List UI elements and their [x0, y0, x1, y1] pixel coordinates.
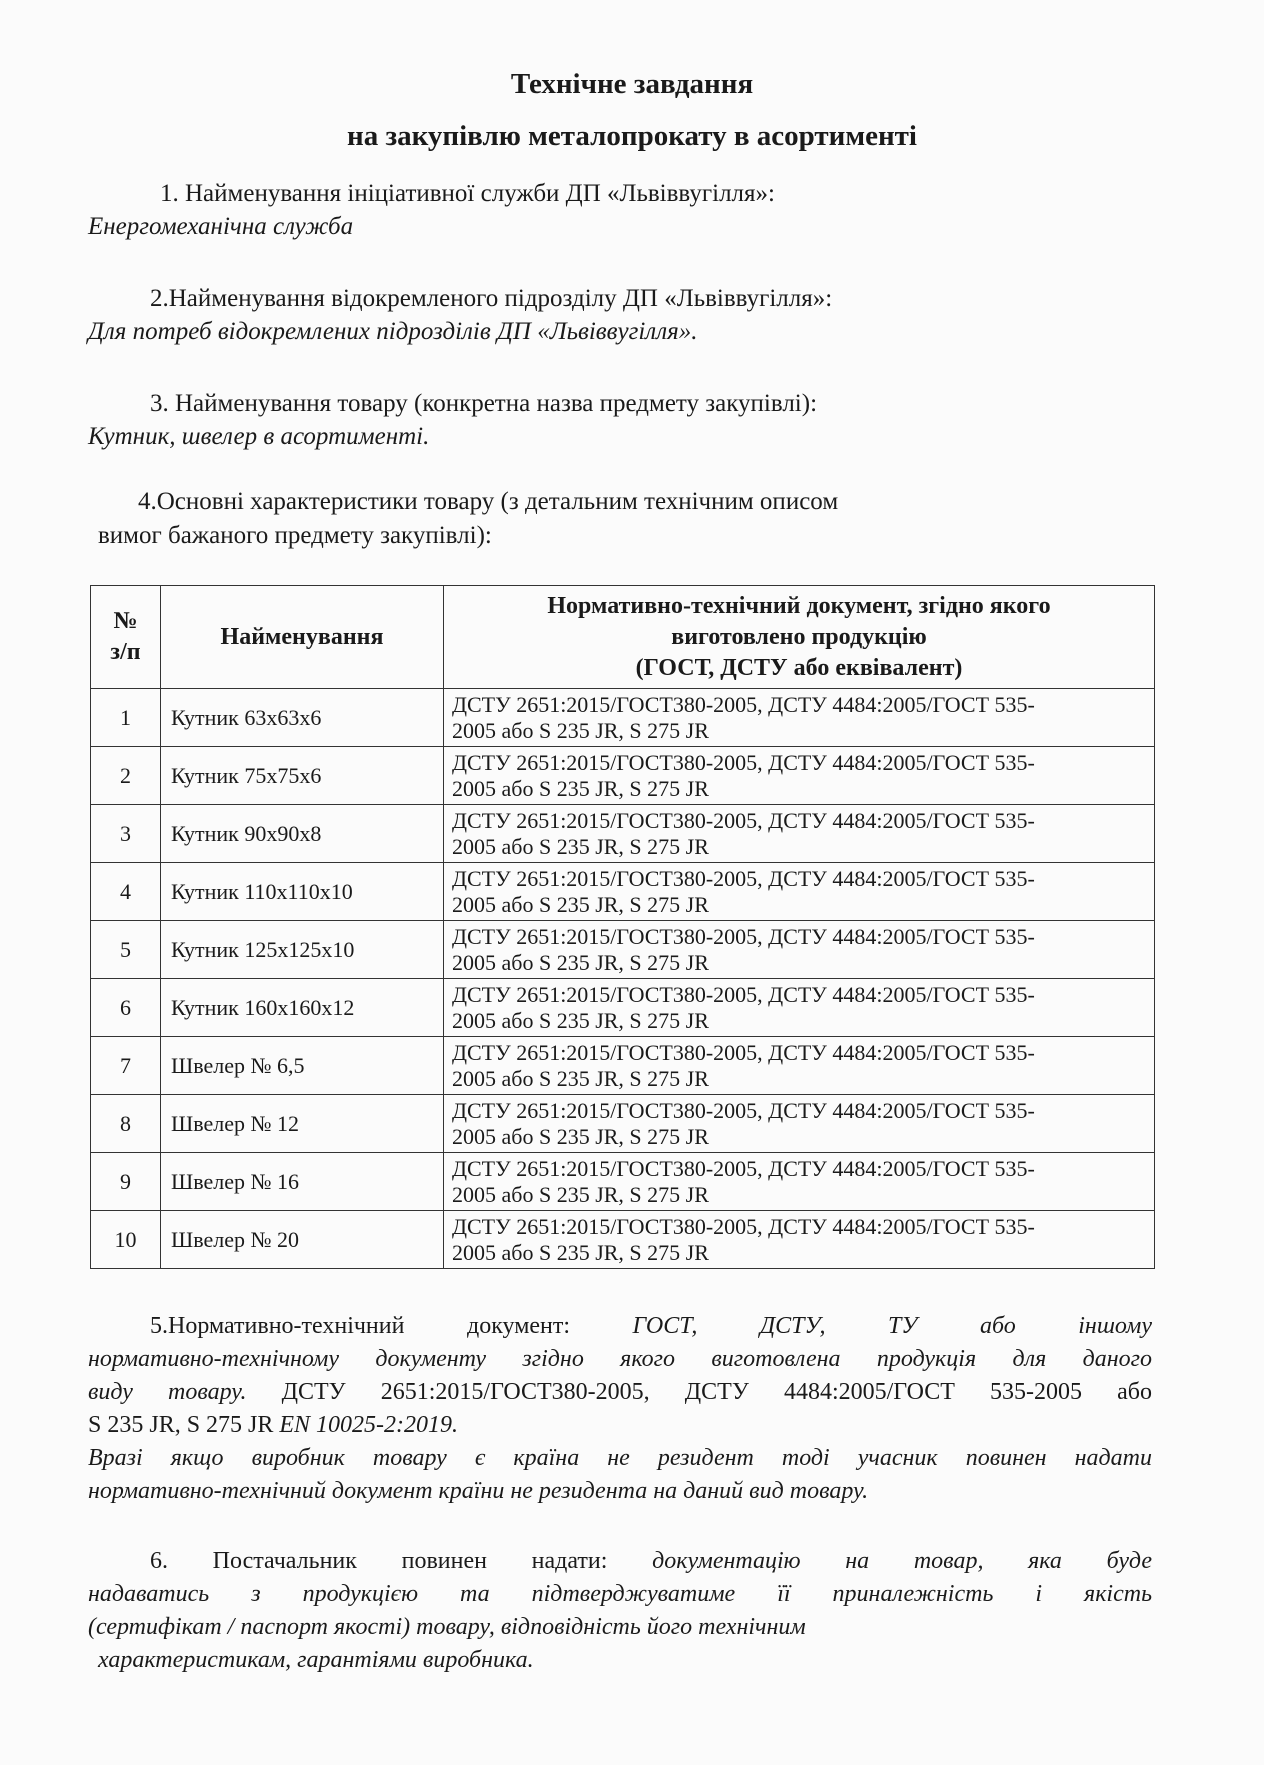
row-name: Кутник 63х63х6: [161, 689, 444, 747]
row-name: Кутник 90х90х8: [161, 805, 444, 863]
row-name: Швелер № 20: [161, 1211, 444, 1269]
section-1-label: 1. Найменування ініціативної служби ДП «Львіввугілля»:: [160, 180, 775, 207]
row-number: 1: [91, 689, 161, 747]
table-row: [91, 805, 1155, 863]
section-6-line-4: характеристикам, гарантіями виробника.: [98, 1647, 534, 1673]
table-header-row: [91, 586, 1155, 689]
row-document: ДСТУ 2651:2015/ГОСТ380-2005, ДСТУ 4484:2005/ГОСТ 535- 2005 або S 235 JR, S 275 JR: [444, 979, 1155, 1037]
row-document: ДСТУ 2651:2015/ГОСТ380-2005, ДСТУ 4484:2005/ГОСТ 535- 2005 або S 235 JR, S 275 JR: [444, 747, 1155, 805]
row-number: 4: [91, 863, 161, 921]
row-name: Кутник 110х110х10: [161, 863, 444, 921]
section-6: [88, 1545, 1152, 1677]
table-row: [91, 979, 1155, 1037]
table-row: [91, 921, 1155, 979]
table-row: [91, 863, 1155, 921]
row-number: 3: [91, 805, 161, 863]
specification-table: [90, 585, 1155, 1269]
section-5: [88, 1310, 1152, 1508]
row-name: Кутник 160х160х12: [161, 979, 444, 1037]
row-name: Швелер № 16: [161, 1153, 444, 1211]
section-4-line-2: вимог бажаного предмету закупівлі):: [98, 522, 492, 549]
row-number: 7: [91, 1037, 161, 1095]
row-document: ДСТУ 2651:2015/ГОСТ380-2005, ДСТУ 4484:2005/ГОСТ 535- 2005 або S 235 JR, S 275 JR: [444, 805, 1155, 863]
row-number: 6: [91, 979, 161, 1037]
row-document: ДСТУ 2651:2015/ГОСТ380-2005, ДСТУ 4484:2005/ГОСТ 535- 2005 або S 235 JR, S 275 JR: [444, 689, 1155, 747]
row-name: Швелер № 12: [161, 1095, 444, 1153]
row-document: ДСТУ 2651:2015/ГОСТ380-2005, ДСТУ 4484:2005/ГОСТ 535- 2005 або S 235 JR, S 275 JR: [444, 1095, 1155, 1153]
table-row: [91, 1095, 1155, 1153]
table-row: [91, 1153, 1155, 1211]
row-document: ДСТУ 2651:2015/ГОСТ380-2005, ДСТУ 4484:2005/ГОСТ 535- 2005 або S 235 JR, S 275 JR: [444, 1037, 1155, 1095]
document-title: Технічне завдання: [510, 68, 754, 100]
table-row: [91, 747, 1155, 805]
section-3-label: 3. Найменування товару (конкретна назва предмету закупівлі):: [150, 390, 818, 417]
row-number: 2: [91, 747, 161, 805]
header-number: № з/п: [91, 586, 161, 689]
section-2-label: 2.Найменування відокремленого підрозділу ДП «Львіввугілля»:: [150, 285, 833, 312]
header-document: Нормативно-технічний документ, згідно якого виготовлено продукцію (ГОСТ, ДСТУ або еквівалент): [444, 586, 1155, 689]
section-5-line-2: нормативно-технічному документу згідно якого виготовлена продукція для даного: [88, 1346, 1152, 1372]
section-6-line-2: надаватись з продукцією та підтверджуватиме її приналежність і якість: [88, 1581, 1152, 1607]
header-name: Найменування: [161, 586, 444, 689]
row-number: 9: [91, 1153, 161, 1211]
row-name: Швелер № 6,5: [161, 1037, 444, 1095]
row-number: 8: [91, 1095, 161, 1153]
table-row: [91, 689, 1155, 747]
section-5-line-3: виду товару. ДСТУ 2651:2015/ГОСТ380-2005, ДСТУ 4484:2005/ГОСТ 535-2005 або: [88, 1379, 1152, 1405]
section-4-line-1: 4.Основні характеристики товару (з детальним технічним описом: [138, 488, 839, 515]
row-name: Кутник 125х125х10: [161, 921, 444, 979]
row-document: ДСТУ 2651:2015/ГОСТ380-2005, ДСТУ 4484:2005/ГОСТ 535- 2005 або S 235 JR, S 275 JR: [444, 863, 1155, 921]
section-5-line-6: нормативно-технічний документ країни не резидента на даний вид товару.: [88, 1478, 869, 1504]
section-5-line-4: S 235 JR, S 275 JR EN 10025-2:2019.: [88, 1412, 459, 1438]
section-3-value: Кутник, швелер в асортименті.: [88, 423, 430, 450]
row-document: ДСТУ 2651:2015/ГОСТ380-2005, ДСТУ 4484:2005/ГОСТ 535- 2005 або S 235 JR, S 275 JR: [444, 1153, 1155, 1211]
row-name: Кутник 75х75х6: [161, 747, 444, 805]
table-row: [91, 1037, 1155, 1095]
section-1-value: Енергомеханічна служба: [88, 213, 354, 240]
section-6-line-1: 6. Постачальник повинен надати: документацію на товар, яка буде: [150, 1548, 1152, 1574]
table-row: [91, 1211, 1155, 1269]
section-5-line-1: 5.Нормативно-технічний документ: ГОСТ, ДСТУ, ТУ або іншому: [150, 1313, 1152, 1339]
row-document: ДСТУ 2651:2015/ГОСТ380-2005, ДСТУ 4484:2005/ГОСТ 535- 2005 або S 235 JR, S 275 JR: [444, 1211, 1155, 1269]
document-subtitle: на закупівлю металопрокату в асортименті: [347, 120, 917, 152]
section-6-line-3: (сертифікат / паспорт якості) товару, відповідність його технічним: [88, 1614, 806, 1640]
section-2-value: Для потреб відокремлених підрозділів ДП «Львіввугілля».: [88, 318, 698, 345]
row-number: 5: [91, 921, 161, 979]
section-5-line-5: Вразі якщо виробник товару є країна не резидент тоді учасник повинен надати: [88, 1445, 1152, 1471]
row-number: 10: [91, 1211, 161, 1269]
row-document: ДСТУ 2651:2015/ГОСТ380-2005, ДСТУ 4484:2005/ГОСТ 535- 2005 або S 235 JR, S 275 JR: [444, 921, 1155, 979]
